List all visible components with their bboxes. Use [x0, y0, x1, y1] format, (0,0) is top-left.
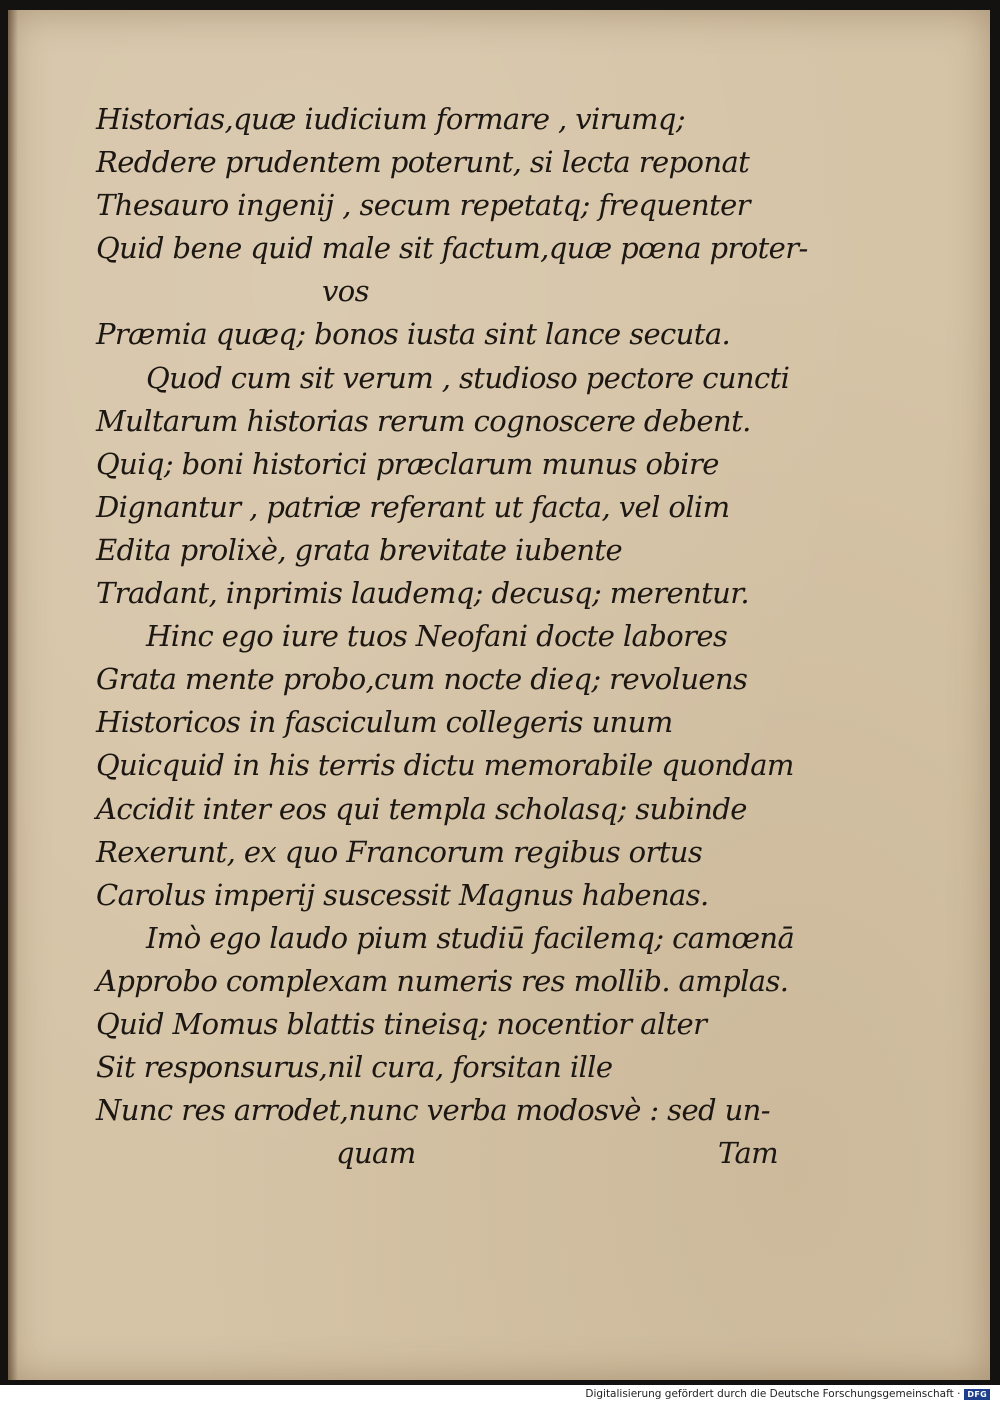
poem-line: Approbo complexam numeris res mollib. amplas.	[96, 963, 789, 998]
digitization-footer	[585, 1386, 990, 1402]
poem-line: Sit responsurus,nil cura, forsitan ille	[96, 1050, 613, 1085]
turnover-word: quam	[336, 1136, 416, 1171]
dfg-logo-icon: DFG	[964, 1389, 990, 1400]
poem-line: Thesauro ingenij , secum repetatq; frequenter	[96, 188, 750, 223]
funding-credit: Digitalisierung gefördert durch die Deutsche Forschungsgemeinschaft ·	[585, 1388, 961, 1400]
poem-line-indented: Hinc ego iure tuos Neofani docte labores	[146, 619, 728, 654]
poem-line: Præmia quæq; bonos iusta sint lance secuta.	[96, 317, 731, 352]
poem-text	[96, 98, 816, 1175]
poem-line: Reddere prudentem poterunt, si lecta reponat	[96, 145, 750, 180]
poem-line: Rexerunt, ex quo Francorum regibus ortus	[96, 834, 703, 869]
poem-line: Grata mente probo,cum nocte dieq; revoluens	[96, 662, 748, 697]
poem-line: Quicquid in his terris dictu memorabile quondam	[96, 748, 794, 783]
poem-line: Historias,quæ iudicium formare , virumq;	[96, 102, 686, 136]
poem-line: Edita prolixè, grata brevitate iubente	[96, 532, 623, 567]
poem-line: Carolus imperij suscessit Magnus habenas.	[96, 877, 709, 912]
poem-line-turnover	[96, 1132, 816, 1175]
poem-line-turnover: vos	[322, 274, 369, 309]
poem-line: Historicos in fasciculum collegeris unum	[96, 705, 673, 740]
poem-line: Multarum historias rerum cognoscere debent.	[96, 403, 751, 438]
poem-line: Dignantur , patriæ referant ut facta, vel olim	[96, 489, 730, 524]
poem-line: Tradant, inprimis laudemq; decusq; merentur.	[96, 576, 749, 611]
poem-line: Quiq; boni historici præclarum munus obire	[96, 446, 719, 481]
page-spine-shadow	[8, 10, 18, 1380]
poem-line: Quid Momus blattis tineisq; nocentior alter	[96, 1006, 707, 1041]
poem-line-indented: Imò ego laudo pium studiū facilemq; camœnā	[146, 920, 795, 955]
poem-line: Accidit inter eos qui templa scholasq; subinde	[96, 791, 747, 826]
poem-line: Quid bene quid male sit factum,quæ pœna proter-	[96, 231, 808, 266]
poem-line-indented: Quod cum sit verum , studioso pectore cuncti	[146, 360, 790, 395]
poem-line: Nunc res arrodet,nunc verba modosvè : sed un-	[96, 1093, 770, 1128]
catchword: Tam	[718, 1136, 779, 1171]
